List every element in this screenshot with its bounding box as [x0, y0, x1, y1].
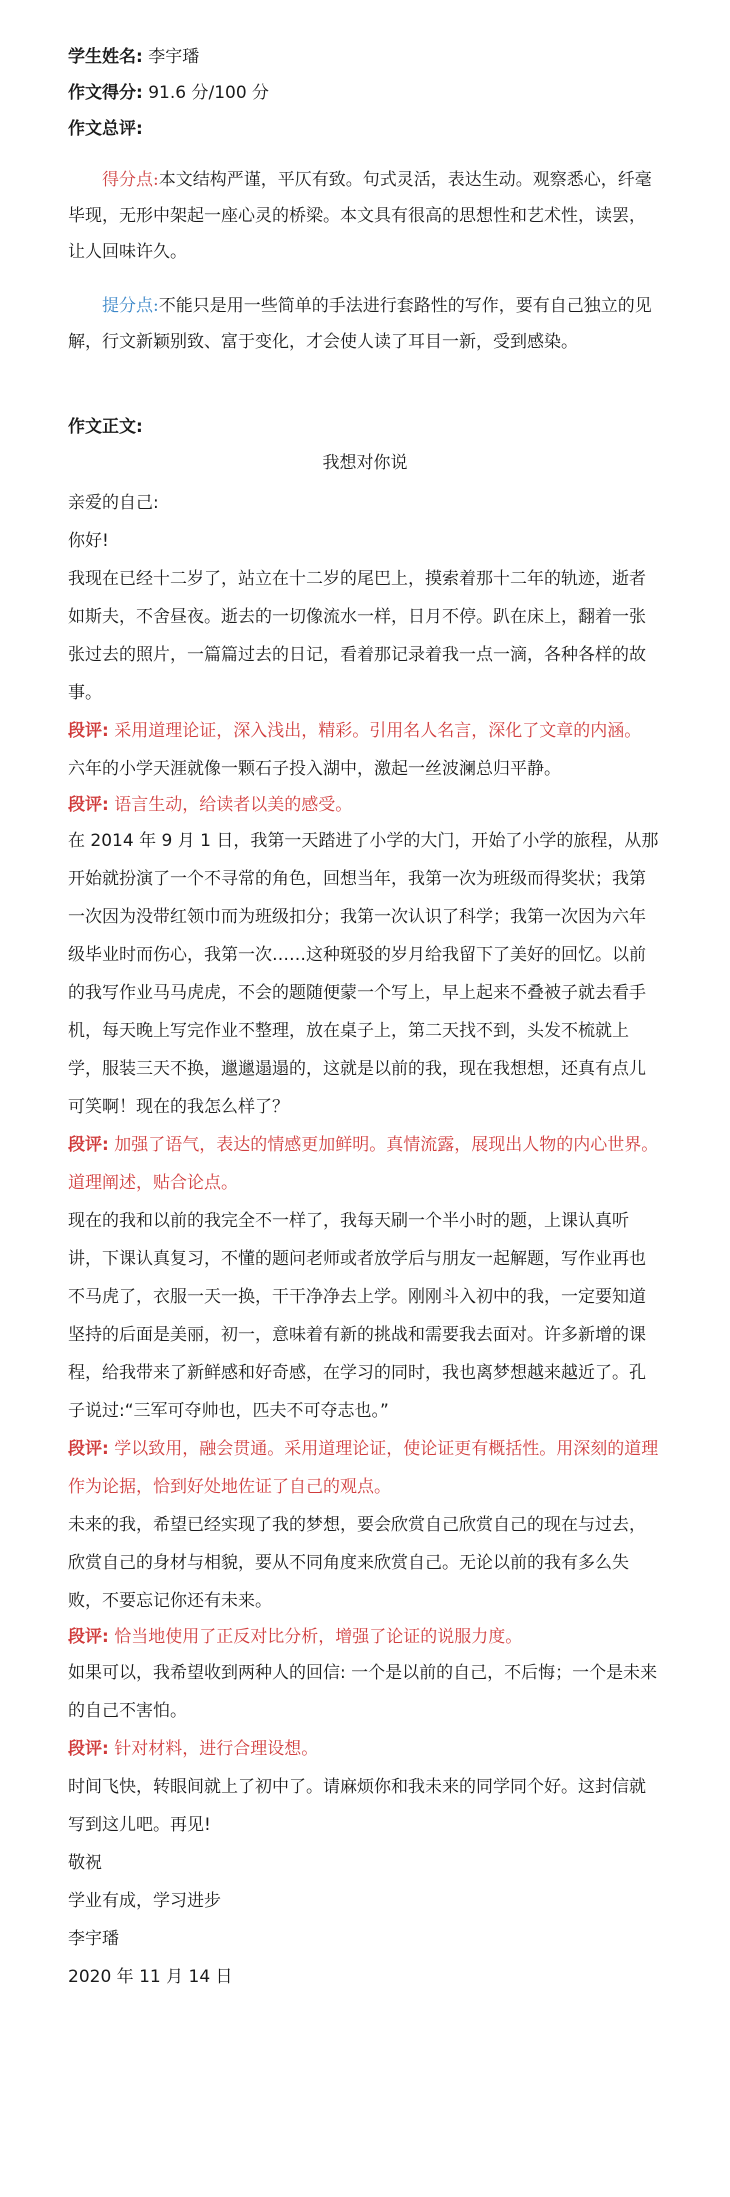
greeting: 你好! [68, 531, 109, 551]
comment-tag: 段评: [68, 1627, 109, 1647]
strengths-tag: 得分点: [102, 170, 159, 190]
paragraph-comment-5 [68, 1620, 662, 1654]
paragraph-6: 如果可以，我希望收到两种人的回信: 一个是以前的自己，不后悔；一个是未来的自己不害怕。 [68, 1663, 658, 1721]
improvement-review [68, 288, 662, 360]
comment-text: 加强了语气，表达的情感更加鲜明。真情流露，展现出人物的内心世界。道理阐述，贴合论点。 [68, 1135, 659, 1193]
essay-body-heading: 作文正文: [68, 417, 143, 437]
paragraph-2: 六年的小学天涯就像一颗石子投入湖中，激起一丝波澜总归平静。 [68, 759, 561, 779]
spacer [68, 360, 662, 412]
essay-title: 我想对你说 [322, 453, 408, 473]
paragraph-3: 在 2014 年 9 月 1 日，我第一天踏进了小学的大门，开始了小学的旅程，从那开始就扮演了一个不寻常的角色，回想当年，我第一次为班级而得奖状；我第一次因为没带红领巾而为班级扣分；我第一次认识了科学；我第一次因为六年级毕业时而伤心，我第一次……这种斑驳的岁月给我留下了美好的回忆。以前的我写作业马马虎虎，不会的题随便蒙一个写上，早上起来不叠被子就去看手机，每天晚上写完作业不整理，放在桌子上，第二天找不到，头发不梳就上学，服装三天不换，邋邋遢遢的，这就是以前的我，现在我想想，还真有点儿可笑啊！现在的我怎么样了？ [68, 831, 659, 1117]
comment-text: 采用道理论证，深入浅出，精彩。引用名人名言，深化了文章的内涵。 [114, 721, 642, 741]
comment-tag: 段评: [68, 795, 109, 815]
improvement-tag: 提分点: [102, 296, 159, 316]
score-value: 91.6 分/100 分 [148, 83, 270, 103]
strengths-text: 本文结构严谨，平仄有致。句式灵活，表达生动。观察悉心，纤毫毕现，无形中架起一座心灵的桥梁。本文具有很高的思想性和艺术性，读罢，让人回味许久。 [68, 170, 652, 262]
paragraph-5: 未来的我，希望已经实现了我的梦想，要会欣赏自己欣赏自己的现在与过去，欣赏自己的身材与相貌，要从不同角度来欣赏自己。无论以前的我有多么失败，不要忘记你还有未来。 [68, 1515, 646, 1611]
closing-line-1: 敬祝 [68, 1853, 102, 1873]
improvement-text: 不能只是用一些简单的手法进行套路性的写作，要有自己独立的见解，行文新颖别致、富于变化，才会使人读了耳目一新，受到感染。 [68, 296, 652, 352]
comment-tag: 段评: [68, 721, 109, 741]
closing-line-2: 学业有成，学习进步 [68, 1891, 221, 1911]
signature: 李宇璠 [68, 1929, 119, 1949]
paragraph-4: 现在的我和以前的我完全不一样了，我每天刷一个半小时的题，上课认真听讲，下课认真复习，不懂的题问老师或者放学后与朋友一起解题，写作业再也不马虎了，衣服一天一换，干干净净去上学。刚刚斗入初中的我，一定要知道坚持的后面是美丽，初一，意味着有新的挑战和需要我去面对。许多新增的课程，给我带来了新鲜感和好奇感，在学习的同时，我也离梦想越来越近了。孔子说过:“三军可夺帅也，匹夫不可夺志也。” [68, 1211, 646, 1421]
comment-text: 恰当地使用了正反对比分析，增强了论证的说服力度。 [114, 1627, 523, 1647]
score-row [68, 78, 662, 108]
paragraph-7: 时间飞快，转眼间就上了初中了。请麻烦你和我未来的同学同个好。这封信就写到这儿吧。再见! [68, 1777, 646, 1835]
paragraph-comment-6 [68, 1730, 662, 1768]
score-label: 作文得分: [68, 83, 143, 103]
overall-review-heading: 作文总评: [68, 119, 143, 139]
paragraph-comment-2 [68, 788, 662, 822]
comment-text: 语言生动，给读者以美的感受。 [114, 795, 353, 815]
date: 2020 年 11 月 14 日 [68, 1967, 233, 1987]
strengths-review [68, 162, 662, 270]
student-name-row [68, 42, 662, 72]
student-name-label: 学生姓名: [68, 47, 143, 67]
comment-text: 学以致用，融会贯通。采用道理论证，使论证更有概括性。用深刻的道理作为论据，恰到好处地佐证了自己的观点。 [68, 1439, 659, 1497]
comment-text: 针对材料，进行合理设想。 [114, 1739, 319, 1759]
paragraph-comment-1 [68, 712, 662, 750]
comment-tag: 段评: [68, 1439, 109, 1459]
salutation: 亲爱的自己: [68, 493, 159, 513]
paragraph-comment-4 [68, 1430, 662, 1506]
comment-tag: 段评: [68, 1135, 109, 1155]
paragraph-1: 我现在已经十二岁了，站立在十二岁的尾巴上，摸索着那十二年的轨迹，逝者如斯夫，不舍昼夜。逝去的一切像流水一样，日月不停。趴在床上，翻着一张张过去的照片，一篇篇过去的日记，看着那记录着我一点一滴，各种各样的故事。 [68, 569, 646, 703]
paragraph-comment-3 [68, 1126, 662, 1202]
comment-tag: 段评: [68, 1739, 109, 1759]
student-name: 李宇璠 [148, 47, 200, 67]
